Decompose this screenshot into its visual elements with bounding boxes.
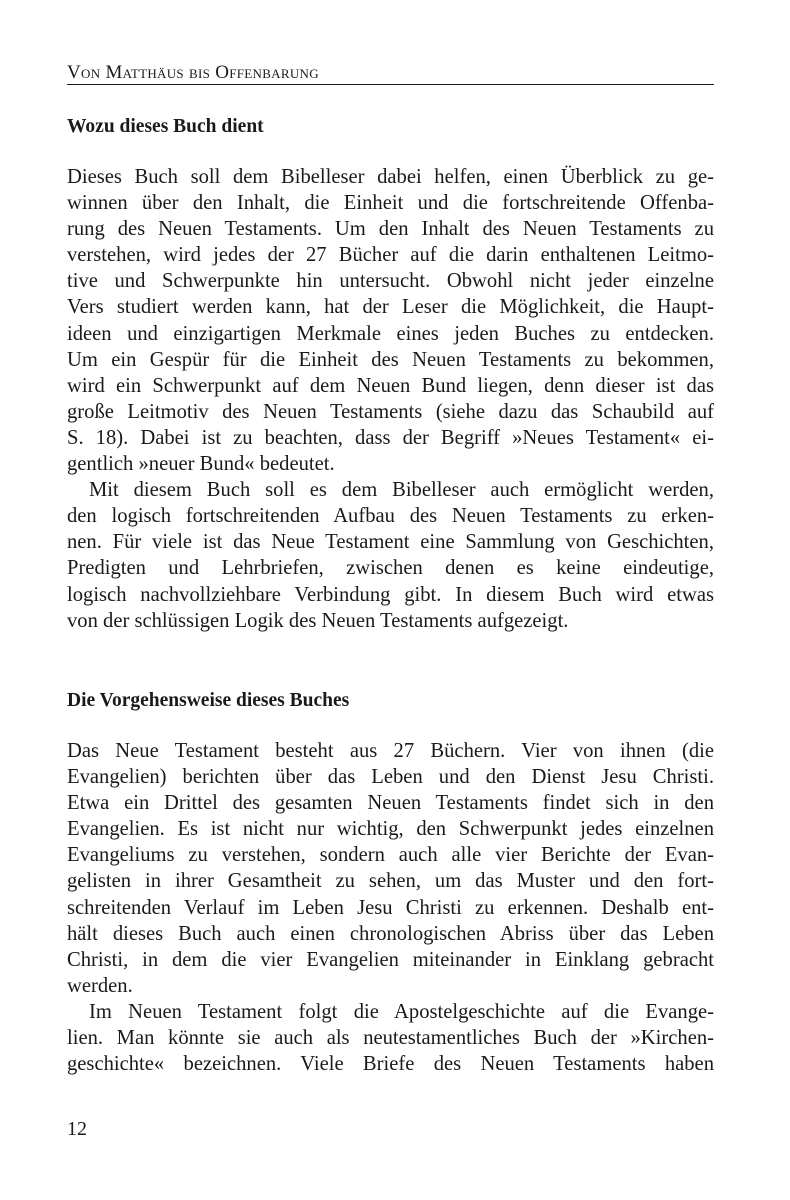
text-line: gelisten in ihrer Gesamtheit zu sehen, um das Muster und den fort- — [67, 870, 714, 893]
section-heading-purpose: Wozu dieses Buch dient — [67, 116, 264, 137]
text-line: Im Neuen Testament folgt die Apostelgeschichte auf die Evange- — [89, 1000, 714, 1023]
text-line: Vers studiert werden kann, hat der Leser die Möglichkeit, die Haupt- — [67, 296, 714, 319]
text-line: S. 18). Dabei ist zu beachten, dass der Begriff »Neues Testament« ei- — [67, 426, 714, 449]
text-line: Evangeliums zu verstehen, sondern auch alle vier Berichte der Evan- — [67, 844, 714, 867]
section-body-approach — [67, 738, 714, 1077]
text-line: gentlich »neuer Bund« bedeutet. — [67, 453, 335, 476]
text-line: tive und Schwerpunkte hin untersucht. Obwohl nicht jeder einzelne — [67, 270, 714, 293]
text-line: den logisch fortschreitenden Aufbau des Neuen Testaments zu erken- — [67, 505, 714, 528]
text-line: Predigten und Lehrbriefen, zwischen denen es keine eindeutige, — [67, 557, 714, 580]
text-line: Etwa ein Drittel des gesamten Neuen Testaments findet sich in den — [67, 792, 714, 815]
text-line: rung des Neuen Testaments. Um den Inhalt des Neuen Testaments zu — [67, 218, 714, 241]
text-line: große Leitmotiv des Neuen Testaments (siehe dazu das Schaubild auf — [67, 400, 714, 423]
section-heading-approach: Die Vorgehensweise dieses Buches — [67, 690, 350, 711]
text-line: schreitenden Verlauf im Leben Jesu Christi zu erkennen. Deshalb ent- — [67, 896, 714, 919]
text-line: Um ein Gespür für die Einheit des Neuen Testaments zu bekommen, — [67, 348, 714, 371]
text-line: Evangelien) berichten über das Leben und den Dienst Jesu Christi. — [67, 766, 714, 789]
text-line: nen. Für viele ist das Neue Testament eine Sammlung von Geschichten, — [67, 531, 714, 554]
text-line: lien. Man könnte sie auch als neutestamentliches Buch der »Kirchen- — [67, 1027, 714, 1050]
text-line: geschichte« bezeichnen. Viele Briefe des Neuen Testaments haben — [67, 1053, 714, 1076]
text-line: wird ein Schwerpunkt auf dem Neuen Bund liegen, denn dieser ist das — [67, 374, 714, 397]
text-line: logisch nachvollziehbare Verbindung gibt. In diesem Buch wird etwas — [67, 583, 714, 606]
page-number: 12 — [67, 1118, 87, 1140]
text-line: werden. — [67, 974, 133, 997]
text-line: Dieses Buch soll dem Bibelleser dabei helfen, einen Überblick zu ge- — [67, 166, 714, 188]
text-line: Evangelien. Es ist nicht nur wichtig, den Schwerpunkt jedes einzelnen — [67, 818, 714, 841]
text-line: von der schlüssigen Logik des Neuen Testaments aufgezeigt. — [67, 609, 569, 632]
text-line: Mit diesem Buch soll es dem Bibelleser auch ermöglicht werden, — [89, 479, 714, 502]
text-line: Das Neue Testament besteht aus 27 Büchern. Vier von ihnen (die — [67, 740, 714, 762]
text-line: verstehen, wird jedes der 27 Bücher auf die darin enthaltenen Leitmo- — [67, 244, 714, 267]
text-line: hält dieses Buch auch einen chronologischen Abriss über das Leben — [67, 922, 714, 945]
running-head: Von Matthäus bis Offenbarung — [67, 60, 714, 85]
text-line: Christi, in dem die vier Evangelien miteinander in Einklang gebracht — [67, 948, 714, 971]
text-line: winnen über den Inhalt, die Einheit und die fortschreitende Offenba- — [67, 192, 714, 215]
text-line: ideen und einzigartigen Merkmale eines jeden Buches zu entdecken. — [67, 322, 714, 345]
section-body-purpose — [67, 164, 714, 634]
